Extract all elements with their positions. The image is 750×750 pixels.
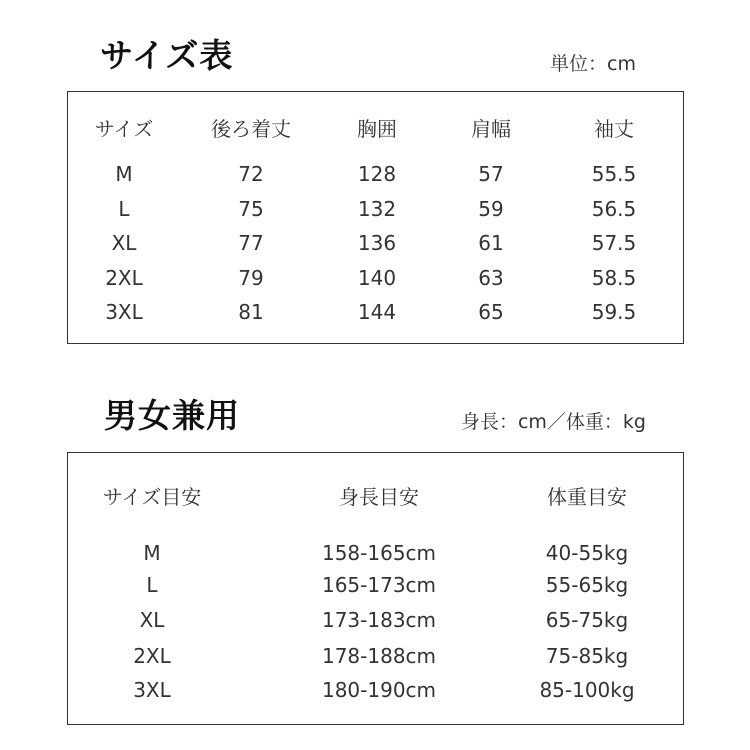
size-chart-cell: 3XL [105,300,143,324]
size-chart-cell: 128 [357,162,397,186]
guide-chart-cell: 165-173cm [321,573,437,597]
guide-chart-cell: 65-75kg [545,608,629,632]
size-chart-cell: 56.5 [591,197,637,221]
guide-chart-cell: 173-183cm [321,608,437,632]
size-chart-cell: 2XL [105,266,143,290]
guide-chart-cell: XL [139,608,165,632]
size-chart-cell: 81 [238,300,264,324]
size-chart-cell: 57 [478,162,504,186]
guide-chart-cell: 75-85kg [545,644,629,668]
size-chart-cell: 136 [357,231,397,255]
size-chart-cell: 55.5 [591,162,637,186]
size-chart-cell: XL [111,231,137,255]
guide-chart-header-1: 身長目安 [339,485,419,509]
guide-chart-unit: 身長：cm／体重：kg [460,411,646,433]
size-chart-cell: 59.5 [591,300,637,324]
size-chart-cell: 144 [357,300,397,324]
guide-chart-cell: 180-190cm [321,678,437,702]
size-chart-header-3: 肩幅 [471,117,511,141]
size-chart-cell: 132 [357,197,397,221]
size-chart-unit: 単位：cm [550,53,636,75]
size-chart-cell: 65 [478,300,504,324]
guide-chart-cell: 2XL [133,644,171,668]
size-chart-header-4: 袖丈 [594,117,634,141]
size-chart-header-1: 後ろ着丈 [211,117,291,141]
guide-chart-cell: 85-100kg [539,678,635,702]
size-chart-cell: M [115,162,133,186]
size-chart-cell: L [118,197,130,221]
guide-chart-header-0: サイズ目安 [102,485,202,509]
size-chart-header-0: サイズ [94,117,154,141]
size-chart-cell: 57.5 [591,231,637,255]
size-chart-cell: 72 [238,162,264,186]
guide-chart-cell: 178-188cm [321,644,437,668]
size-chart-cell: 140 [357,266,397,290]
size-chart-cell: 79 [238,266,264,290]
guide-chart-header-2: 体重目安 [547,485,627,509]
size-chart-cell: 77 [238,231,264,255]
size-chart-cell: 61 [478,231,504,255]
size-chart-cell: 59 [478,197,504,221]
size-chart-header-2: 胸囲 [357,117,397,141]
guide-chart-title: 男女兼用 [104,396,240,435]
guide-chart-table [67,452,684,725]
guide-chart-cell: 55-65kg [545,573,629,597]
size-chart-cell: 58.5 [591,266,637,290]
guide-chart-cell: 3XL [133,678,171,702]
size-chart-cell: 63 [478,266,504,290]
guide-chart-cell: 40-55kg [545,541,629,565]
guide-chart-cell: 158-165cm [321,541,437,565]
size-chart-title: サイズ表 [100,36,234,75]
size-chart-table [67,91,684,344]
size-chart-cell: 75 [238,197,264,221]
guide-chart-cell: L [146,573,158,597]
guide-chart-cell: M [143,541,161,565]
